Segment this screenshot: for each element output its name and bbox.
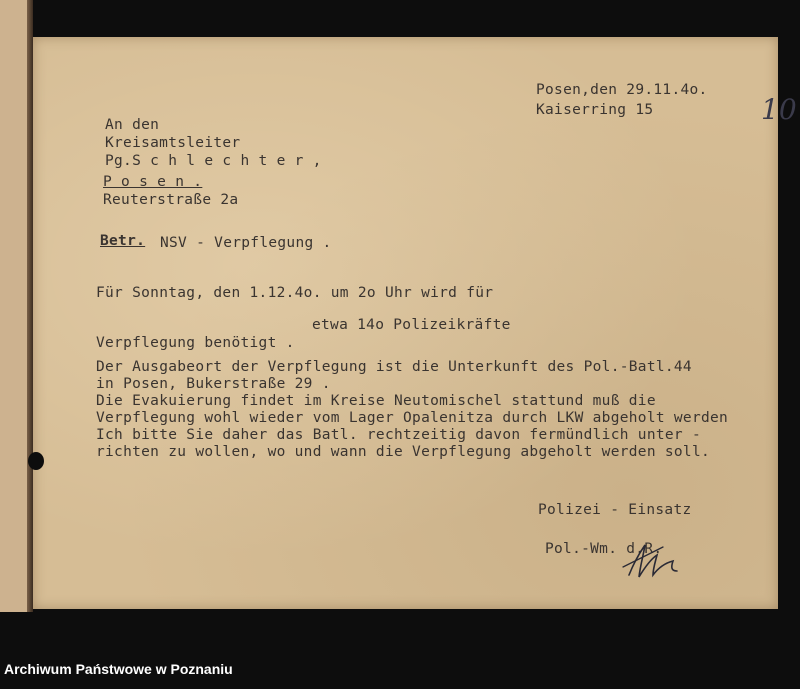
body-paragraph-2-line-6: richten zu wollen, wo und wann die Verpflegung abgeholt werden soll. [96,444,711,460]
recipient-line-3: Pg.S c h l e c h t e r , [105,153,322,169]
body-paragraph-2-line-2: in Posen, Bukerstraße 29 . [96,376,331,392]
document-sheet [33,37,797,609]
body-paragraph-2-line-1: Der Ausgabeort der Verpflegung ist die Unterkunft des Pol.-Batl.44 [96,359,692,375]
body-paragraph-1-line-2: etwa 14o Polizeikräfte [312,317,511,333]
sender-street: Kaiserring 15 [536,102,654,118]
body-paragraph-2-line-4: Verpflegung wohl wieder vom Lager Opalenitza durch LKW abgeholt werden [96,410,729,426]
closing-line-2: Pol.-Wm. d.R. [545,541,663,557]
archive-name: Archiwum Państwowe w Poznaniu [4,661,233,677]
recipient-street: Reuterstraße 2a [103,192,239,208]
body-paragraph-2-line-5: Ich bitte Sie daher das Batl. rechtzeitig davon fermündlich unter - [96,427,701,443]
recipient-line-1: An den [105,117,160,133]
archive-footer [0,650,800,689]
recipient-city: P o s e n . [103,174,203,190]
closing-line-1: Polizei - Einsatz [538,502,692,518]
handwritten-signature [593,537,703,587]
page-number: 10 [761,93,797,126]
body-paragraph-1-line-1: Für Sonntag, den 1.12.4o. um 2o Uhr wird für [96,285,494,301]
body-paragraph-1-line-3: Verpflegung benötigt . [96,335,295,351]
recipient-line-2: Kreisamtsleiter [105,135,241,151]
subject-text: NSV - Verpflegung . [160,235,332,251]
binder-hole [28,452,44,470]
sender-place-date: Posen,den 29.11.4o. [536,82,708,98]
subject-label: Betr. [100,233,146,249]
body-paragraph-2-line-3: Die Evakuierung findet im Kreise Neutomischel stattund muß die [96,393,656,409]
